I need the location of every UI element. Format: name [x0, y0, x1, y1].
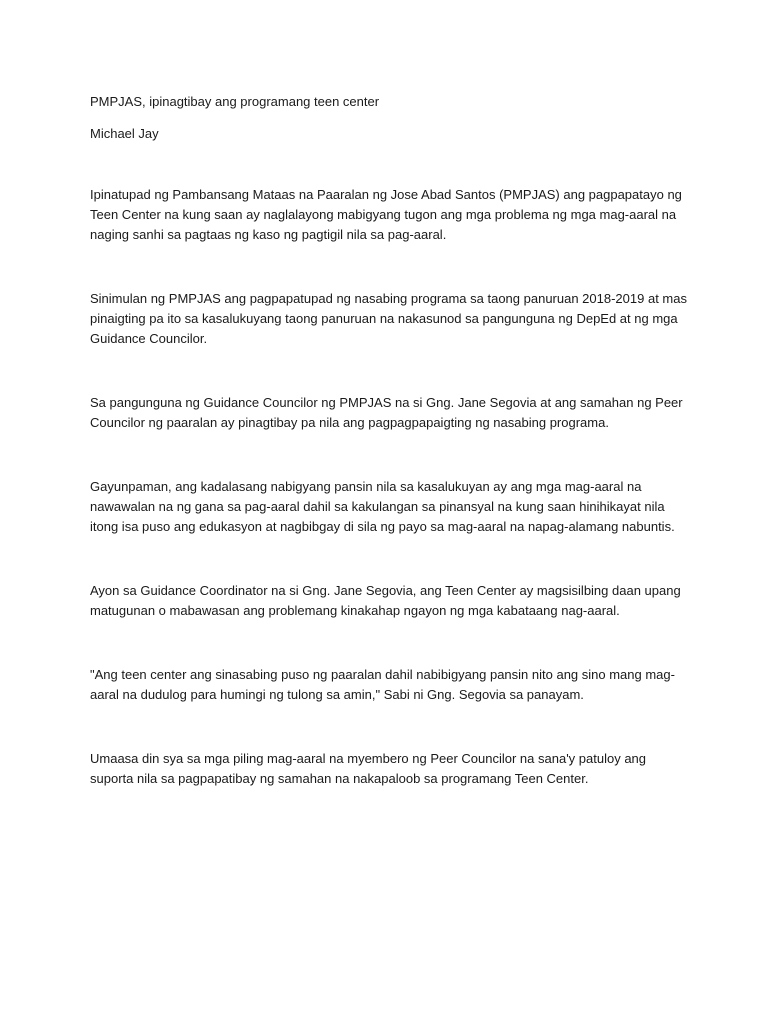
paragraph-4: Gayunpaman, ang kadalasang nabigyang pansin nila sa kasalukuyan ay ang mga mag-aaral na nawawalan na ng gana sa pag-aaral dahil sa kakulangan sa pinansyal na kung saan hinihikayat nila itong isa puso ang edukasyon at nagbibgay di sila ng payo sa mag-aaral na napag-alamang nabuntis.	[90, 479, 675, 534]
article-body	[90, 92, 690, 833]
paragraph-7: Umaasa din sya sa mga piling mag-aaral na myembero ng Peer Councilor na sana'y patuloy ang suporta nila sa pagpapatibay ng samahan na nakapaloob sa programang Teen Center.	[90, 751, 647, 786]
paragraph-2: Sinimulan ng PMPJAS ang pagpapatupad ng nasabing programa sa taong panuruan 2018-2019 at mas pinaigting pa ito sa kasalukuyang taong panuruan na nakasunod sa pangunguna ng DepEd at ng mga Guidance Councilor.	[90, 291, 687, 346]
article-author: Michael Jay	[90, 126, 159, 141]
article-title: PMPJAS, ipinagtibay ang programang teen center	[90, 94, 380, 109]
paragraph-5: Ayon sa Guidance Coordinator na si Gng. Jane Segovia, ang Teen Center ay magsisilbing daan upang matugunan o mabawasan ang problemang kinakahap ngayon ng mga kabataang nag-aaral.	[90, 583, 681, 618]
paragraph-3: Sa pangunguna ng Guidance Councilor ng PMPJAS na si Gng. Jane Segovia at ang samahan ng Peer Councilor ng paaralan ay pinagtibay pa nila ang pagpagpapaigting ng nasabing programa.	[90, 395, 683, 430]
paragraph-1: Ipinatupad ng Pambansang Mataas na Paaralan ng Jose Abad Santos (PMPJAS) ang pagpapatayo ng Teen Center na kung saan ay naglalayong mabigyang tugon ang mga problema ng mga mag-aaral na naging sanhi sa pagtaas ng kaso ng pagtigil nila sa pag-aaral.	[90, 187, 682, 242]
paragraph-6: "Ang teen center ang sinasabing puso ng paaralan dahil nabibigyang pansin nito ang sino mang mag-aaral na dudulog para humingi ng tulong sa amin," Sabi ni Gng. Segovia sa panayam.	[90, 667, 675, 702]
